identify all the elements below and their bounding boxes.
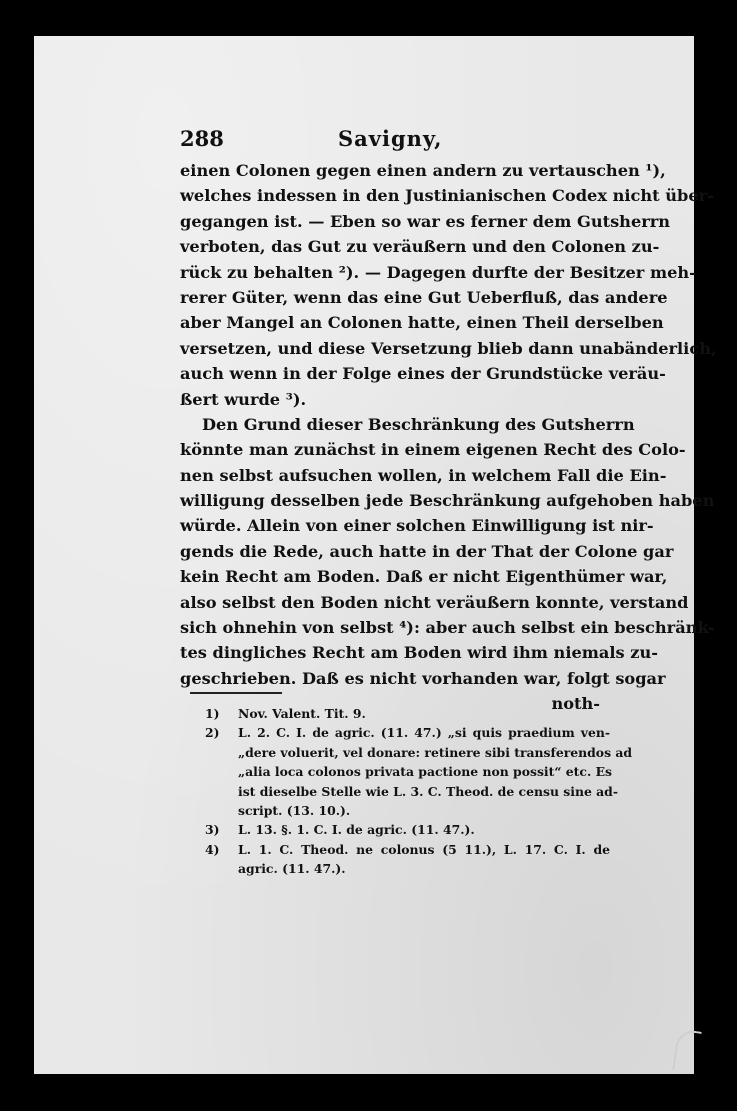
- page-number: 288: [180, 126, 224, 151]
- footnote-number: 4): [205, 841, 220, 857]
- footnote-number: 2): [205, 725, 220, 741]
- footnote-line: „alia loca colonos privata pactione non possit“ etc. Es: [238, 764, 612, 780]
- text-line: könnte man zunächst in einem eigenen Recht des Colo-: [180, 440, 686, 460]
- paragraph-start-line: Den Grund dieser Beschränkung des Gutsherrn: [202, 414, 635, 434]
- text-line: auch wenn in der Folge eines der Grundstücke veräu-: [180, 364, 666, 384]
- text-line: ßert wurde ³).: [180, 389, 307, 409]
- text-line: verboten, das Gut zu veräußern und den Colonen zu-: [180, 237, 660, 257]
- footnote-line: „dere voluerit, vel donare: retinere sibi transferendos ad: [238, 744, 633, 760]
- footnote-number: 3): [205, 822, 220, 838]
- footnote: [205, 704, 610, 723]
- text-line: rück zu behalten ²). — Dagegen durfte der Besitzer meh-: [180, 262, 696, 282]
- text-line: geschrieben. Daß es nicht vorhanden war, folgt sogar: [180, 668, 666, 688]
- text-line: willigung desselben jede Beschränkung aufgehoben haben: [180, 491, 715, 511]
- page-header: [180, 126, 618, 154]
- footnote-number: 1): [205, 706, 220, 721]
- text-line: aber Mangel an Colonen hatte, einen Theil derselben: [180, 313, 664, 333]
- main-text: [180, 158, 717, 717]
- footnote-line: L. 1. C. Theod. ne colonus (5 11.), L. 17. C. I. de: [238, 841, 610, 857]
- footnote: [205, 820, 610, 839]
- footnote-divider: [190, 692, 282, 694]
- footnote-line: L. 13. §. 1. C. I. de agric. (11. 47.).: [238, 822, 475, 838]
- footnote: [205, 840, 610, 879]
- catchword: noth-: [551, 694, 600, 714]
- text-line: nen selbst aufsuchen wollen, in welchem Fall die Ein-: [180, 465, 667, 485]
- text-line: welches indessen in den Justinianischen Codex nicht über-: [180, 186, 714, 206]
- text-line: würde. Allein von einer solchen Einwilligung ist nir-: [180, 516, 654, 536]
- text-line: versetzen, und diese Versetzung blieb dann unabänderlich,: [180, 338, 717, 358]
- footnote: [205, 723, 633, 820]
- text-line: gends die Rede, auch hatte in der That der Colone gar: [180, 541, 674, 561]
- running-title: Savigny,: [338, 126, 443, 151]
- footnote-line: L. 2. C. I. de agric. (11. 47.) „si quis praedium ven-: [238, 725, 610, 741]
- footnote-line: script. (13. 10.).: [238, 802, 351, 818]
- text-line: einen Colonen gegen einen andern zu vertauschen ¹),: [180, 161, 666, 180]
- footnote-line: Nov. Valent. Tit. 9.: [238, 706, 366, 721]
- footnotes: [205, 704, 633, 879]
- footnote-line: agric. (11. 47.).: [238, 861, 346, 877]
- text-line: gegangen ist. — Eben so war es ferner dem Gutsherrn: [180, 211, 671, 231]
- text-line: also selbst den Boden nicht veräußern konnte, verstand: [180, 592, 689, 612]
- text-line: sich ohnehin von selbst ⁴): aber auch selbst ein beschränk-: [180, 618, 715, 638]
- text-line: kein Recht am Boden. Daß er nicht Eigenthümer war,: [180, 567, 668, 587]
- footnote-line: ist dieselbe Stelle wie L. 3. C. Theod. de censu sine ad-: [238, 783, 618, 799]
- text-line: tes dingliches Recht am Boden wird ihm niemals zu-: [180, 643, 658, 663]
- text-line: rerer Güter, wenn das eine Gut Ueberfluß, das andere: [180, 287, 668, 307]
